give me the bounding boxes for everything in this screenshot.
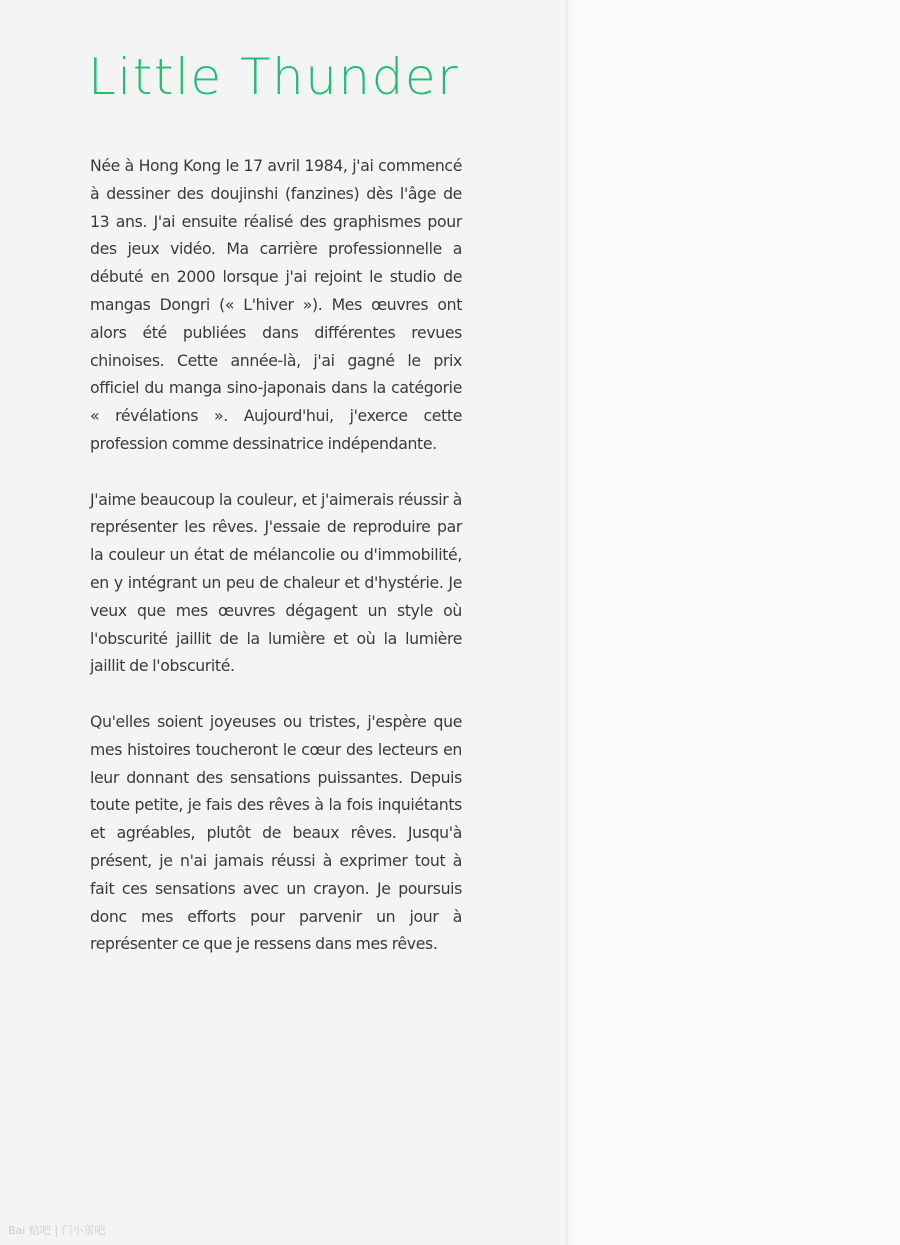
page-title: Little Thunder — [88, 48, 460, 106]
right-page — [566, 0, 900, 1245]
biography-text — [90, 152, 462, 958]
watermark: Bai 贴吧 | 门小雷吧 — [8, 1224, 106, 1237]
paragraph-2: J'aime beaucoup la couleur, et j'aimerais réussir à représenter les rêves. J'essaie de reproduire par la couleur un état de mélancolie ou d'immobilité, en y intégrant un peu de chaleur et d'hystérie. Je veux que mes œuvres dégagent un style où l'obscurité jaillit de la lumière et où la lumière jaillit de l'obscurité. — [90, 489, 462, 676]
paragraph-3: Qu'elles soient joyeuses ou tristes, j'espère que mes histoires toucheront le cœur des lecteurs en leur donnant des sensations puissantes. Depuis toute petite, je fais des rêves à la fois inquiétants et agréables, plutôt de beaux rêves. Jusqu'à présent, je n'ai jamais réussi à exprimer tout à fait ces sensations avec un crayon. Je poursuis donc mes efforts pour parvenir un jour à représenter ce que je ressens dans mes rêves. — [90, 711, 462, 954]
paragraph-1: Née à Hong Kong le 17 avril 1984, j'ai commencé à dessiner des doujinshi (fanzines) dès l'âge de 13 ans. J'ai ensuite réalisé des graphismes pour des jeux vidéo. Ma carrière professionnelle a débuté en 2000 lorsque j'ai rejoint le studio de mangas Dongri (« L'hiver »). Mes œuvres ont alors été publiées dans différentes revues chinoises. Cette année-là, j'ai gagné le prix officiel du manga sino-japonais dans la catégorie « révélations ». Aujourd'hui, j'exerce cette profession comme dessinatrice indépendante. — [90, 156, 462, 453]
